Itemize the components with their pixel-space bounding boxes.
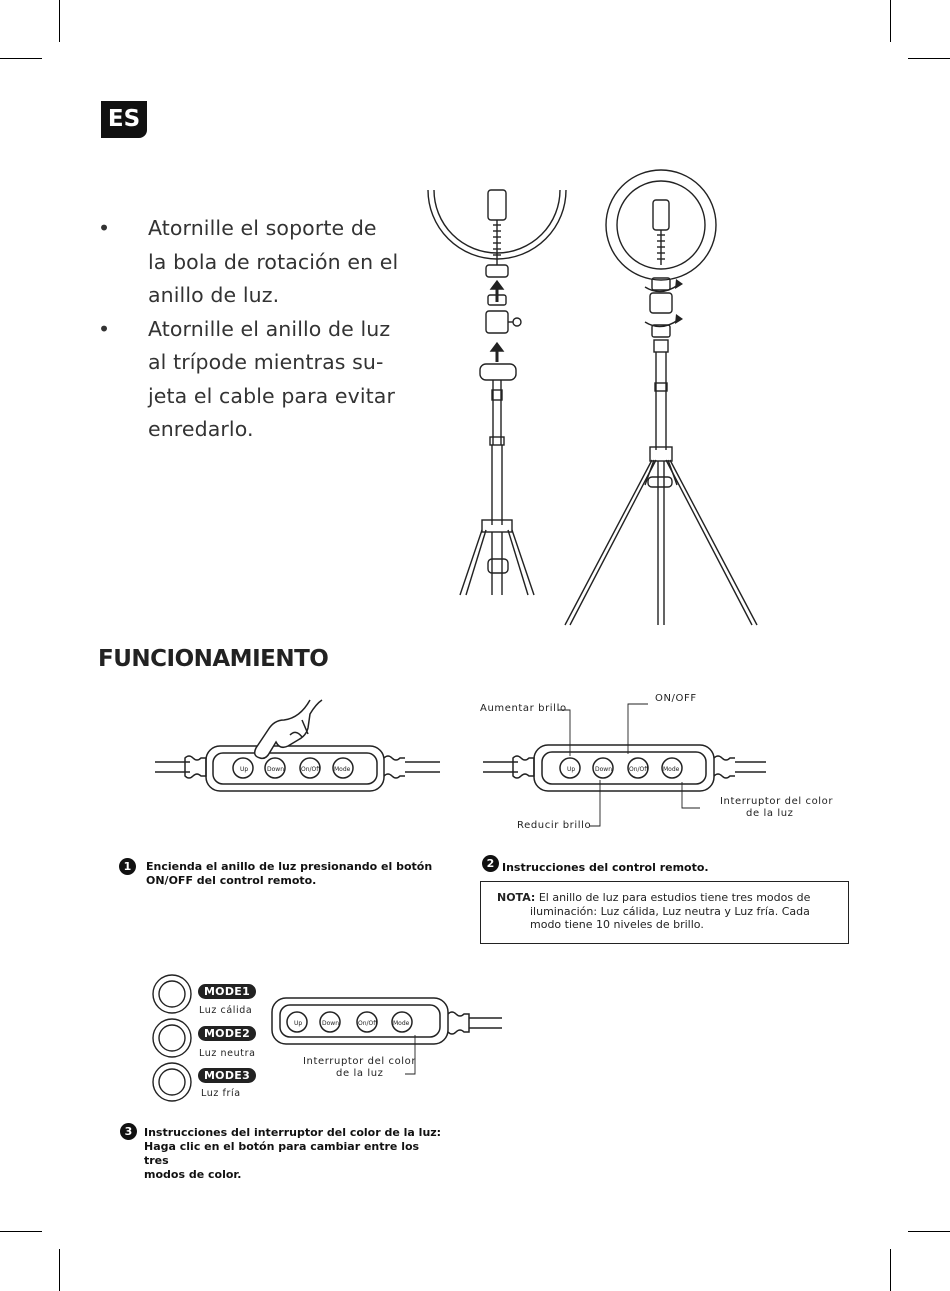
bullet-line: jeta el cable para evitar xyxy=(148,383,395,408)
remote-btn-onoff: On/Off xyxy=(301,766,321,773)
bullet-line: anillo de luz. xyxy=(148,283,280,307)
note-line: El anillo de luz para estudios tiene tres modos de xyxy=(538,891,811,904)
mode2-label: Luz neutra xyxy=(199,1048,256,1059)
note-text xyxy=(497,891,837,932)
mode3-badge: MODE3 xyxy=(198,1068,256,1083)
remote2-btn-onoff: On/Off xyxy=(629,766,649,773)
language-badge: ES xyxy=(101,101,147,138)
remote-control-hand-illustration xyxy=(150,700,450,800)
note-label: NOTA: xyxy=(497,891,536,904)
mode-rings-illustration xyxy=(150,970,200,1105)
remote3-btn-mode: Mode xyxy=(393,1020,410,1027)
remote-btn-down: Down xyxy=(267,766,285,773)
bullet-line: enredarlo. xyxy=(148,417,254,441)
crop-mark xyxy=(59,1249,60,1291)
label-interruptor-line2: de la luz xyxy=(746,808,794,819)
step-number-3: 3 xyxy=(120,1123,137,1140)
remote-control-labeled-diagram xyxy=(478,700,778,800)
step-number-2: 2 xyxy=(482,855,499,872)
bullet-line: al trípode mientras su- xyxy=(148,350,384,374)
remote3-btn-down: Down xyxy=(322,1020,340,1027)
crop-mark xyxy=(0,1231,42,1232)
remote2-btn-up: Up xyxy=(567,766,576,773)
remote-btn-up: Up xyxy=(240,766,249,773)
bullet-line: la bola de rotación en el xyxy=(148,249,399,274)
step-number-1: 1 xyxy=(119,858,136,875)
bullet-line: Atornille el anillo de luz xyxy=(148,316,391,341)
label3-interruptor-line2: de la luz xyxy=(336,1068,384,1079)
note-line: iluminación: Luz cálida, Luz neutra y Luz fría. Cada xyxy=(530,904,810,918)
step3-text xyxy=(144,1126,444,1182)
label-aumentar-brillo: Aumentar brillo xyxy=(480,703,567,714)
step3-line: modos de color. xyxy=(144,1168,242,1181)
crop-mark xyxy=(0,58,42,59)
crop-mark xyxy=(59,0,60,42)
mode1-badge: MODE1 xyxy=(198,984,256,999)
bullet-line: Atornille el soporte de xyxy=(148,216,377,240)
mode3-label: Luz fría xyxy=(201,1088,241,1099)
label-onoff: ON/OFF xyxy=(655,693,697,704)
remote-btn-mode: Mode xyxy=(334,766,351,773)
step1-text xyxy=(146,860,436,888)
crop-mark xyxy=(890,1249,891,1291)
assembly-instructions xyxy=(98,212,418,447)
tripod-assembly-illustration xyxy=(420,165,770,635)
crop-mark xyxy=(908,58,950,59)
bullet-item xyxy=(98,313,418,447)
mode1-label: Luz cálida xyxy=(199,1005,253,1016)
step3-line: Instrucciones del interruptor del color de la luz: xyxy=(144,1126,442,1139)
crop-mark xyxy=(890,0,891,42)
step1-line: Encienda el anillo de luz presionando el botón xyxy=(146,860,433,873)
note-line: modo tiene 10 niveles de brillo. xyxy=(530,918,704,931)
step3-line: Haga clic en el botón para cambiar entre los tres xyxy=(144,1140,420,1167)
remote2-btn-mode: Mode xyxy=(663,766,680,773)
label-interruptor-line1: Interruptor del color xyxy=(720,796,834,807)
section-title: FUNCIONAMIENTO xyxy=(98,646,329,672)
bullet-item xyxy=(98,212,418,313)
remote3-btn-up: Up xyxy=(294,1020,303,1027)
remote3-btn-onoff: On/Off xyxy=(358,1020,378,1027)
step2-text: Instrucciones del control remoto. xyxy=(502,861,709,874)
label-reducir-brillo: Reducir brillo xyxy=(517,820,592,831)
mode2-badge: MODE2 xyxy=(198,1026,256,1041)
step1-line: ON/OFF del control remoto. xyxy=(146,874,317,887)
crop-mark xyxy=(908,1231,950,1232)
label3-interruptor-line1: Interruptor del color xyxy=(303,1056,417,1067)
remote2-btn-down: Down xyxy=(595,766,613,773)
